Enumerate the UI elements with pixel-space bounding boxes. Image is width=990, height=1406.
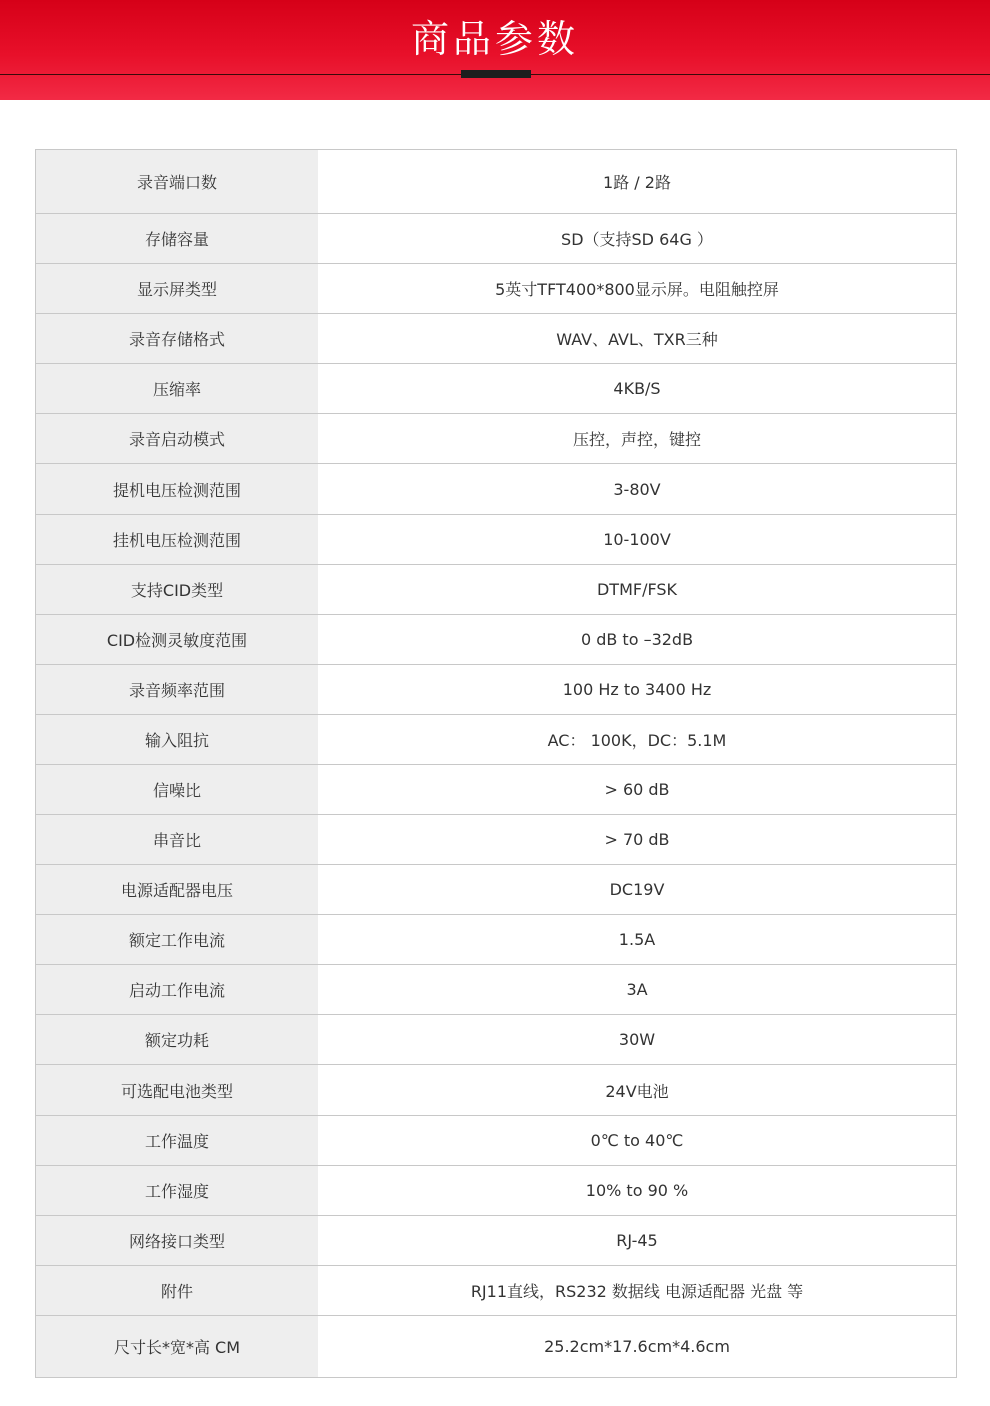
param-value: 4KB/S xyxy=(613,379,661,398)
table-row xyxy=(36,965,956,1015)
table-row xyxy=(36,815,956,865)
param-label: 录音存储格式 xyxy=(128,330,225,349)
param-label: 电源适配器电压 xyxy=(120,881,233,900)
table-row xyxy=(36,565,956,615)
param-value: 3-80V xyxy=(613,479,661,499)
param-value: 10-100V xyxy=(603,530,671,549)
table-row xyxy=(36,214,956,264)
param-value: 1.5A xyxy=(618,930,656,949)
param-label: 可选配电池类型 xyxy=(120,1081,233,1101)
table-row xyxy=(36,464,956,515)
table-row xyxy=(36,915,956,965)
param-value: 5英寸TFT400*800显示屏。电阻触控屏 xyxy=(495,280,779,299)
table-row xyxy=(36,715,956,765)
table-row xyxy=(36,364,956,414)
section-header xyxy=(0,0,990,100)
table-row xyxy=(36,865,956,915)
table-row xyxy=(36,1065,956,1116)
param-value: SD（支持SD 64G ） xyxy=(561,230,713,249)
param-label: 存储容量 xyxy=(144,230,209,249)
table-row xyxy=(36,1015,956,1065)
table-row xyxy=(36,414,956,464)
table-row xyxy=(36,264,956,314)
param-label: 网络接口类型 xyxy=(128,1232,225,1251)
param-value: DTMF/FSK xyxy=(596,580,678,599)
param-value: > 70 dB xyxy=(604,830,670,849)
param-label: 录音启动模式 xyxy=(128,430,225,449)
param-label: 串音比 xyxy=(152,831,201,850)
param-label: 工作湿度 xyxy=(144,1182,209,1201)
table-row xyxy=(36,1266,956,1316)
param-value: 24V电池 xyxy=(605,1081,669,1101)
table-row xyxy=(36,1116,956,1166)
table-row xyxy=(36,515,956,565)
param-label: 输入阻抗 xyxy=(144,731,209,750)
param-value: 10% to 90 % xyxy=(585,1181,689,1200)
header-title-underline xyxy=(461,70,531,78)
param-value: WAV、AVL、TXR三种 xyxy=(556,330,718,349)
table-row xyxy=(36,314,956,364)
param-value: RJ-45 xyxy=(616,1231,658,1250)
param-value: 100 Hz to 3400 Hz xyxy=(562,680,712,699)
param-value: 25.2cm*17.6cm*4.6cm xyxy=(544,1337,730,1356)
param-label: 挂机电压检测范围 xyxy=(112,531,241,550)
param-label: 额定功耗 xyxy=(144,1031,209,1050)
param-value: 1路 / 2路 xyxy=(603,173,671,192)
table-row xyxy=(36,665,956,715)
param-value: 0℃ to 40℃ xyxy=(590,1131,684,1150)
table-row xyxy=(36,1316,956,1377)
param-label: 提机电压检测范围 xyxy=(112,480,241,500)
param-label: 显示屏类型 xyxy=(136,280,217,299)
param-label: 尺寸长*宽*高 CM xyxy=(113,1338,241,1357)
table-row xyxy=(36,765,956,815)
page-title: 商品参数 xyxy=(410,17,579,61)
param-label: 压缩率 xyxy=(152,380,201,399)
param-value: 3A xyxy=(626,980,648,999)
param-value: 30W xyxy=(618,1030,656,1049)
table-row xyxy=(36,1166,956,1216)
param-label: 工作温度 xyxy=(144,1132,209,1151)
param-label: 额定工作电流 xyxy=(128,931,225,950)
param-label: CID检测灵敏度范围 xyxy=(106,631,248,650)
param-label: 附件 xyxy=(160,1282,193,1301)
param-label: 录音频率范围 xyxy=(128,681,225,700)
table-row xyxy=(36,150,956,214)
param-label: 信噪比 xyxy=(152,781,201,800)
table-row xyxy=(36,615,956,665)
param-label: 支持CID类型 xyxy=(130,581,224,600)
spec-table xyxy=(35,149,957,1378)
param-label: 启动工作电流 xyxy=(128,981,225,1000)
param-value: DC19V xyxy=(609,880,665,899)
param-value: > 60 dB xyxy=(604,780,670,799)
param-label: 录音端口数 xyxy=(136,173,217,192)
param-value: 0 dB to –32dB xyxy=(580,630,694,649)
param-value: 压控，声控，键控 xyxy=(572,430,701,449)
table-row xyxy=(36,1216,956,1266)
param-value: AC： 100K，DC：5.1M xyxy=(547,731,727,750)
param-value: RJ11直线，RS232 数据线 电源适配器 光盘 等 xyxy=(470,1282,804,1301)
